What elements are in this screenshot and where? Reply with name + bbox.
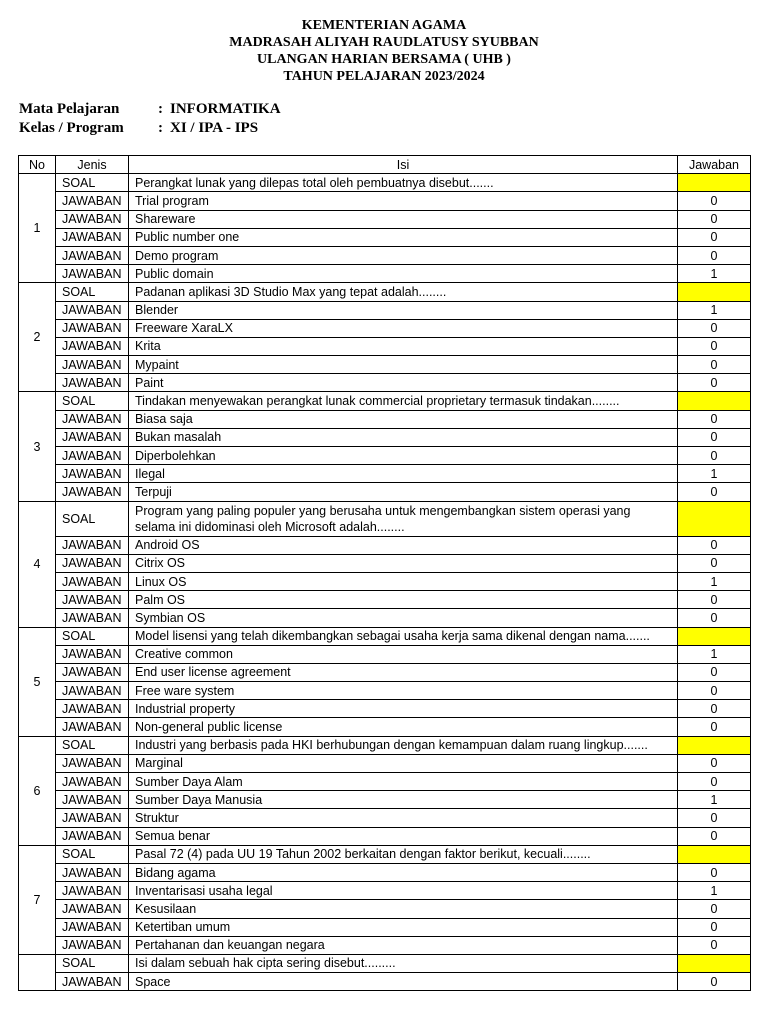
option-text: Struktur	[129, 809, 678, 827]
option-text: Mypaint	[129, 356, 678, 374]
question-number: 6	[19, 736, 56, 845]
option-text: Shareware	[129, 210, 678, 228]
question-number: 3	[19, 392, 56, 501]
option-score: 1	[678, 645, 751, 663]
row-type-jawaban: JAWABAN	[56, 791, 129, 809]
option-text: Public number one	[129, 228, 678, 246]
answer-key-cell[interactable]	[678, 501, 751, 536]
row-type-jawaban: JAWABAN	[56, 447, 129, 465]
option-row	[19, 265, 751, 283]
option-text: Industrial property	[129, 700, 678, 718]
option-text: Symbian OS	[129, 609, 678, 627]
question-row	[19, 736, 751, 754]
option-score: 0	[678, 663, 751, 681]
question-row	[19, 627, 751, 645]
option-text: Public domain	[129, 265, 678, 283]
answer-key-cell[interactable]	[678, 845, 751, 863]
option-text: Citrix OS	[129, 554, 678, 572]
row-type-jawaban: JAWABAN	[56, 936, 129, 954]
option-score: 1	[678, 301, 751, 319]
option-text: Sumber Daya Manusia	[129, 791, 678, 809]
question-number: 2	[19, 283, 56, 392]
document-header	[0, 17, 768, 85]
option-row	[19, 210, 751, 228]
question-number: 1	[19, 174, 56, 283]
option-score: 0	[678, 936, 751, 954]
option-row	[19, 882, 751, 900]
option-row	[19, 356, 751, 374]
option-text: End user license agreement	[129, 663, 678, 681]
row-type-soal: SOAL	[56, 845, 129, 863]
question-text: Program yang paling populer yang berusaha untuk mengembangkan sistem operasi yang selama ini didominasi oleh Microsoft adalah........	[129, 501, 678, 536]
question-row	[19, 174, 751, 192]
row-type-jawaban: JAWABAN	[56, 827, 129, 845]
header-answer: Jawaban	[678, 156, 751, 174]
row-type-jawaban: JAWABAN	[56, 809, 129, 827]
option-text: Semua benar	[129, 827, 678, 845]
option-text: Trial program	[129, 192, 678, 210]
option-text: Inventarisasi usaha legal	[129, 882, 678, 900]
question-row	[19, 845, 751, 863]
row-type-jawaban: JAWABAN	[56, 609, 129, 627]
row-type-soal: SOAL	[56, 392, 129, 410]
option-score: 0	[678, 447, 751, 465]
class-value: XI / IPA - IPS	[170, 120, 259, 136]
option-row	[19, 337, 751, 355]
option-score: 1	[678, 465, 751, 483]
answer-key-cell[interactable]	[678, 392, 751, 410]
row-type-jawaban: JAWABAN	[56, 882, 129, 900]
option-text: Ketertiban umum	[129, 918, 678, 936]
question-row	[19, 283, 751, 301]
option-row	[19, 754, 751, 772]
ministry-title: KEMENTERIAN AGAMA	[301, 18, 467, 33]
option-text: Demo program	[129, 246, 678, 264]
subject-value: INFORMATIKA	[170, 101, 281, 117]
school-name: MADRASAH ALIYAH RAUDLATUSY SYUBBAN	[229, 35, 539, 50]
option-text: Biasa saja	[129, 410, 678, 428]
option-row	[19, 228, 751, 246]
option-row	[19, 536, 751, 554]
option-text: Freeware XaraLX	[129, 319, 678, 337]
option-row	[19, 374, 751, 392]
row-type-soal: SOAL	[56, 736, 129, 754]
option-text: Free ware system	[129, 682, 678, 700]
option-score: 0	[678, 918, 751, 936]
option-row	[19, 192, 751, 210]
option-score: 0	[678, 536, 751, 554]
question-number: 4	[19, 501, 56, 627]
option-row	[19, 900, 751, 918]
option-score: 0	[678, 809, 751, 827]
option-row	[19, 319, 751, 337]
option-row	[19, 554, 751, 572]
answer-key-cell[interactable]	[678, 174, 751, 192]
exam-title: ULANGAN HARIAN BERSAMA ( UHB )	[257, 52, 511, 67]
row-type-jawaban: JAWABAN	[56, 410, 129, 428]
option-row	[19, 483, 751, 501]
row-type-jawaban: JAWABAN	[56, 572, 129, 590]
option-row	[19, 428, 751, 446]
option-score: 1	[678, 572, 751, 590]
option-text: Space	[129, 973, 678, 991]
question-text: Model lisensi yang telah dikembangkan sebagai usaha kerja sama dikenal dengan nama.......	[129, 627, 678, 645]
option-row	[19, 773, 751, 791]
option-row	[19, 246, 751, 264]
option-score: 0	[678, 591, 751, 609]
row-type-soal: SOAL	[56, 501, 129, 536]
row-type-jawaban: JAWABAN	[56, 900, 129, 918]
subject-colon: :	[158, 101, 163, 117]
row-type-jawaban: JAWABAN	[56, 591, 129, 609]
option-text: Linux OS	[129, 572, 678, 590]
option-score: 0	[678, 700, 751, 718]
row-type-jawaban: JAWABAN	[56, 356, 129, 374]
row-type-jawaban: JAWABAN	[56, 428, 129, 446]
option-row	[19, 918, 751, 936]
option-text: Android OS	[129, 536, 678, 554]
class-row	[19, 119, 258, 137]
option-row	[19, 682, 751, 700]
option-text: Blender	[129, 301, 678, 319]
question-number: 7	[19, 845, 56, 954]
row-type-jawaban: JAWABAN	[56, 973, 129, 991]
option-score: 0	[678, 483, 751, 501]
row-type-jawaban: JAWABAN	[56, 863, 129, 881]
row-type-jawaban: JAWABAN	[56, 718, 129, 736]
option-score: 0	[678, 863, 751, 881]
option-score: 0	[678, 973, 751, 991]
option-text: Creative common	[129, 645, 678, 663]
option-row	[19, 465, 751, 483]
option-score: 0	[678, 609, 751, 627]
row-type-soal: SOAL	[56, 627, 129, 645]
option-row	[19, 718, 751, 736]
question-table	[18, 155, 751, 991]
option-score: 0	[678, 718, 751, 736]
row-type-jawaban: JAWABAN	[56, 536, 129, 554]
option-text: Diperbolehkan	[129, 447, 678, 465]
question-row	[19, 501, 751, 536]
option-score: 0	[678, 773, 751, 791]
question-text: Isi dalam sebuah hak cipta sering disebut.........	[129, 954, 678, 972]
question-text: Tindakan menyewakan perangkat lunak commercial proprietary termasuk tindakan........	[129, 392, 678, 410]
row-type-jawaban: JAWABAN	[56, 301, 129, 319]
row-type-jawaban: JAWABAN	[56, 645, 129, 663]
option-row	[19, 827, 751, 845]
option-score: 1	[678, 265, 751, 283]
row-type-jawaban: JAWABAN	[56, 554, 129, 572]
option-text: Non-general public license	[129, 718, 678, 736]
header-content: Isi	[129, 156, 678, 174]
question-row	[19, 954, 751, 972]
class-label: Kelas / Program	[19, 120, 124, 136]
table-header-row	[19, 156, 751, 174]
option-text: Palm OS	[129, 591, 678, 609]
option-row	[19, 447, 751, 465]
option-score: 0	[678, 428, 751, 446]
answer-key-cell[interactable]	[678, 283, 751, 301]
option-score: 0	[678, 754, 751, 772]
option-score: 0	[678, 410, 751, 428]
subject-row	[19, 100, 281, 118]
question-number	[19, 954, 56, 990]
row-type-jawaban: JAWABAN	[56, 210, 129, 228]
option-score: 0	[678, 554, 751, 572]
option-score: 0	[678, 246, 751, 264]
option-row	[19, 936, 751, 954]
question-table-body	[19, 174, 751, 991]
option-score: 0	[678, 228, 751, 246]
option-text: Bidang agama	[129, 863, 678, 881]
row-type-jawaban: JAWABAN	[56, 773, 129, 791]
question-text: Pasal 72 (4) pada UU 19 Tahun 2002 berkaitan dengan faktor berikut, kecuali........	[129, 845, 678, 863]
row-type-jawaban: JAWABAN	[56, 483, 129, 501]
question-number: 5	[19, 627, 56, 736]
option-score: 0	[678, 374, 751, 392]
option-row	[19, 572, 751, 590]
option-row	[19, 700, 751, 718]
option-row	[19, 663, 751, 681]
answer-key-cell[interactable]	[678, 627, 751, 645]
row-type-jawaban: JAWABAN	[56, 754, 129, 772]
option-row	[19, 791, 751, 809]
option-text: Terpuji	[129, 483, 678, 501]
row-type-jawaban: JAWABAN	[56, 246, 129, 264]
option-text: Paint	[129, 374, 678, 392]
option-score: 1	[678, 791, 751, 809]
question-text: Padanan aplikasi 3D Studio Max yang tepat adalah........	[129, 283, 678, 301]
option-score: 0	[678, 319, 751, 337]
header-type: Jenis	[56, 156, 129, 174]
option-text: Krita	[129, 337, 678, 355]
class-colon: :	[158, 120, 163, 136]
option-score: 0	[678, 192, 751, 210]
row-type-jawaban: JAWABAN	[56, 228, 129, 246]
row-type-jawaban: JAWABAN	[56, 192, 129, 210]
option-score: 0	[678, 337, 751, 355]
answer-key-cell[interactable]	[678, 736, 751, 754]
option-score: 0	[678, 900, 751, 918]
option-row	[19, 301, 751, 319]
option-text: Pertahanan dan keuangan negara	[129, 936, 678, 954]
option-text: Bukan masalah	[129, 428, 678, 446]
question-row	[19, 392, 751, 410]
answer-key-cell[interactable]	[678, 954, 751, 972]
row-type-jawaban: JAWABAN	[56, 918, 129, 936]
option-text: Kesusilaan	[129, 900, 678, 918]
row-type-soal: SOAL	[56, 283, 129, 301]
question-text: Industri yang berbasis pada HKI berhubungan dengan kemampuan dalam ruang lingkup.......	[129, 736, 678, 754]
option-row	[19, 591, 751, 609]
option-score: 1	[678, 882, 751, 900]
row-type-jawaban: JAWABAN	[56, 465, 129, 483]
option-text: Ilegal	[129, 465, 678, 483]
row-type-jawaban: JAWABAN	[56, 265, 129, 283]
subject-label: Mata Pelajaran	[19, 101, 120, 117]
row-type-soal: SOAL	[56, 174, 129, 192]
row-type-jawaban: JAWABAN	[56, 682, 129, 700]
row-type-jawaban: JAWABAN	[56, 700, 129, 718]
header-no: No	[19, 156, 56, 174]
row-type-jawaban: JAWABAN	[56, 319, 129, 337]
row-type-jawaban: JAWABAN	[56, 337, 129, 355]
option-row	[19, 863, 751, 881]
option-score: 0	[678, 356, 751, 374]
option-row	[19, 609, 751, 627]
row-type-jawaban: JAWABAN	[56, 374, 129, 392]
question-text: Perangkat lunak yang dilepas total oleh pembuatnya disebut.......	[129, 174, 678, 192]
option-row	[19, 973, 751, 991]
academic-year: TAHUN PELAJARAN 2023/2024	[283, 69, 485, 84]
option-row	[19, 809, 751, 827]
option-text: Marginal	[129, 754, 678, 772]
page-bottom-margin	[18, 992, 750, 1024]
option-score: 0	[678, 682, 751, 700]
option-row	[19, 645, 751, 663]
option-score: 0	[678, 210, 751, 228]
row-type-soal: SOAL	[56, 954, 129, 972]
option-score: 0	[678, 827, 751, 845]
row-type-jawaban: JAWABAN	[56, 663, 129, 681]
option-row	[19, 410, 751, 428]
option-text: Sumber Daya Alam	[129, 773, 678, 791]
